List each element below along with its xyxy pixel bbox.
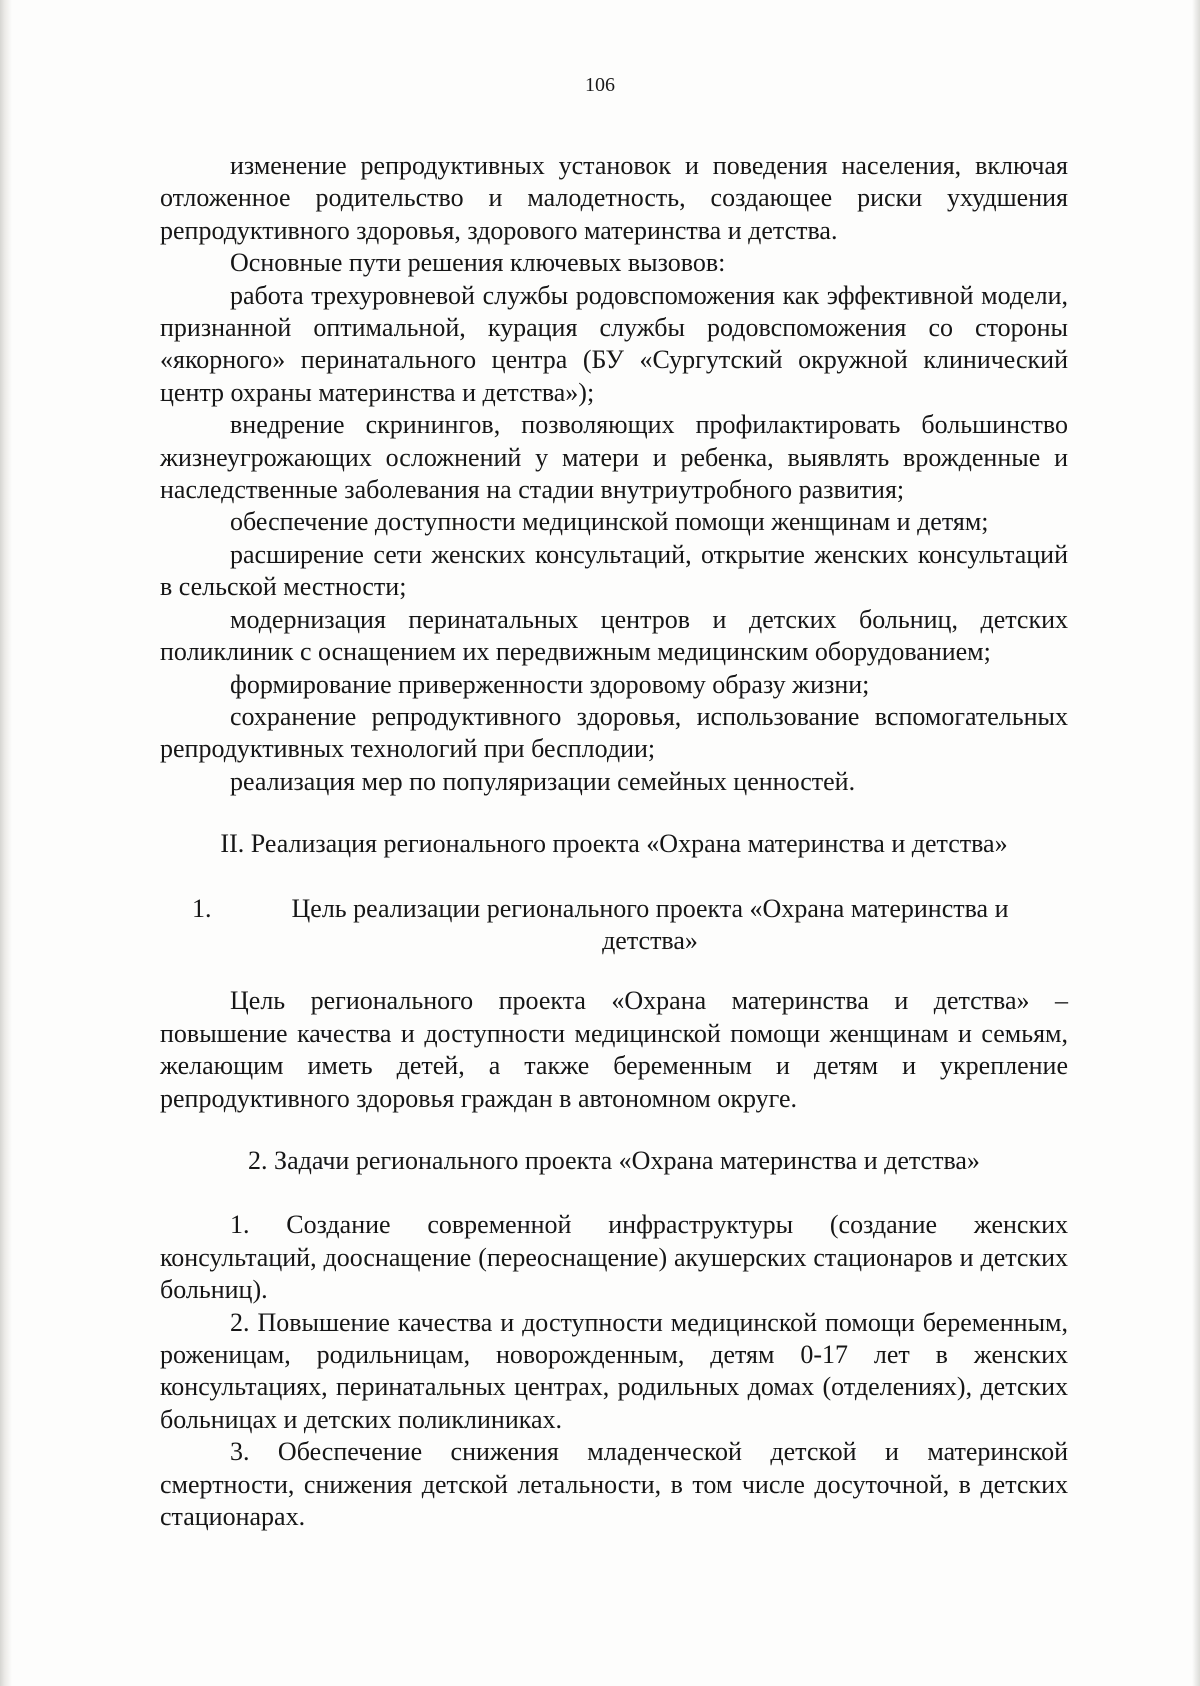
paragraph: формирование приверженности здоровому образу жизни; — [230, 669, 870, 699]
subheading-goal — [160, 893, 1068, 958]
paragraph: внедрение скринингов, позволяющих профилактировать большинство жизнеугрожающих осложнений у матери и ребенка, выявлять врожденные и наследственные заболевания на стадии внутриутробного развития; — [160, 410, 1068, 505]
page-number: 106 — [585, 74, 615, 96]
scan-edge-right — [1192, 0, 1200, 1686]
paragraph: сохранение репродуктивного здоровья, использование вспомогательных репродуктивных технологий при бесплодии; — [160, 701, 1068, 764]
task-item: 2. Повышение качества и доступности медицинской помощи беременным, роженицам, родильницам, новорожденным, детям 0-17 лет в женских консультациях, перинатальных центрах, родильных домах (отделениях), детских больницах и детских поликлиниках. — [160, 1307, 1068, 1434]
task-item: 3. Обеспечение снижения младенческой детской и материнской смертности, снижения детской летальности, в том числе досуточной, в детских стационарах. — [160, 1437, 1068, 1532]
section-heading: II. Реализация регионального проекта «Охрана материнства и детства» — [220, 829, 1008, 859]
subheading-number: 1. — [192, 893, 212, 923]
paragraph: Основные пути решения ключевых вызовов: — [230, 248, 726, 278]
goal-paragraph: Цель регионального проекта «Охрана материнства и детства» – повышение качества и доступности медицинской помощи женщинам и семьям, желающим иметь детей, а также беременным и детям и укрепление репродуктивного здоровья граждан в автономном округе. — [160, 986, 1068, 1113]
paragraph: реализация мер по популяризации семейных ценностей. — [230, 766, 856, 796]
paragraph: работа трехуровневой службы родовспоможения как эффективной модели, признанной оптимальной, курация службы родовспоможения со стороны «якорного» перинатального центра (БУ «Сургутский окружной клинический центр охраны материнства и детства»); — [160, 280, 1068, 407]
task-item: 1. Создание современной инфраструктуры (создание женских консультаций, дооснащение (переоснащение) акушерских стационаров и детских больниц). — [160, 1210, 1068, 1305]
subheading-text: Цель реализации регионального проекта «Охрана материнства и детства» — [291, 893, 1009, 955]
scan-edge-left — [0, 0, 12, 1686]
document-body — [160, 150, 1068, 1533]
paragraph: расширение сети женских консультаций, открытие женских консультаций в сельской местности; — [160, 539, 1068, 602]
paragraph: обеспечение доступности медицинской помощи женщинам и детям; — [230, 507, 989, 537]
paragraph: изменение репродуктивных установок и поведения населения, включая отложенное родительство и малодетность, создающее риски ухудшения репродуктивного здоровья, здорового материнства и детства. — [160, 151, 1068, 245]
paragraph: модернизация перинатальных центров и детских больниц, детских поликлиник с оснащением их передвижным медицинским оборудованием; — [160, 604, 1068, 667]
subheading-tasks: 2. Задачи регионального проекта «Охрана материнства и детства» — [248, 1145, 980, 1175]
